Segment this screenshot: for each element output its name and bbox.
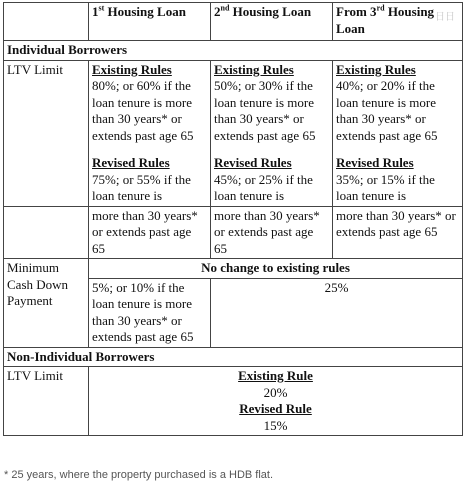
- header-first-loan: 1st Housing Loan: [89, 3, 211, 41]
- existing-rule-value: 20%: [263, 384, 288, 400]
- revised-rules-heading: Revised Rules: [336, 155, 414, 170]
- section-row-non-individual: [4, 347, 463, 367]
- ltv-cell-first: [89, 60, 211, 206]
- ltv-row-bottom: [4, 206, 463, 259]
- non-ind-ltv-row: [4, 367, 463, 436]
- header-row: [4, 3, 463, 41]
- ltv-row-top: [4, 60, 463, 206]
- existing-rules-text: 50%; or 30% if the loan tenure is more than 30 years* or extends past age 65: [214, 78, 316, 143]
- ltv-cell-third: [333, 60, 463, 206]
- cash-row-top: [4, 259, 463, 279]
- ltv-limit-label: LTV Limit: [4, 60, 89, 206]
- cash-first-loan: 5%; or 10% if the loan tenure is more than 30 years* or extends past age 65: [89, 278, 211, 347]
- watermark: 日日: [435, 12, 455, 23]
- existing-rules-heading: Existing Rules: [92, 61, 172, 77]
- revised-rule-heading: Revised Rule: [239, 401, 312, 416]
- revised-rules-heading: Revised Rules: [92, 155, 170, 170]
- footnote: * 25 years, where the property purchased is a HDB flat.: [4, 469, 274, 481]
- non-ind-ltv-label: LTV Limit: [4, 367, 89, 436]
- ltv-cell-second: [211, 60, 333, 206]
- section-non-individual-borrowers: Non-Individual Borrowers: [4, 347, 463, 367]
- housing-loan-table: [3, 2, 463, 436]
- cash-down-label: Minimum Cash Down Payment: [4, 259, 89, 348]
- header-second-loan: 2nd Housing Loan: [211, 3, 333, 41]
- revised-rules-heading: Revised Rules: [214, 155, 292, 170]
- revised-rules-text: 35%; or 15% if the loan tenure is: [336, 171, 435, 203]
- revised-continued-second: more than 30 years* or extends past age 65: [211, 206, 333, 259]
- existing-rules-text: 40%; or 20% if the loan tenure is more than 30 years* or extends past age 65: [336, 78, 438, 143]
- revised-continued-first: more than 30 years* or extends past age 65: [89, 206, 211, 259]
- header-empty: [4, 3, 89, 41]
- section-individual-borrowers: Individual Borrowers: [4, 41, 463, 61]
- cash-other-loans: 25%: [211, 278, 463, 347]
- existing-rules-text: 80%; or 60% if the loan tenure is more than 30 years* or extends past age 65: [92, 78, 194, 143]
- revised-rules-text: 75%; or 55% if the loan tenure is: [92, 171, 191, 203]
- header-third-loan: From 3rd Housing Loan: [333, 3, 463, 41]
- table-container: [3, 2, 462, 436]
- revised-rule-value: 15%: [263, 417, 288, 433]
- non-ind-ltv-cell: [89, 367, 463, 436]
- existing-rule-heading: Existing Rule: [238, 368, 313, 383]
- existing-rules-heading: Existing Rules: [336, 61, 416, 77]
- no-change-note: No change to existing rules: [89, 259, 463, 279]
- revised-rules-text: 45%; or 25% if the loan tenure is: [214, 171, 313, 203]
- section-row-individual: [4, 41, 463, 61]
- existing-rules-heading: Existing Rules: [214, 61, 294, 77]
- revised-continued-third: more than 30 years* or extends past age 65: [333, 206, 463, 259]
- ltv-empty-label: [4, 206, 89, 259]
